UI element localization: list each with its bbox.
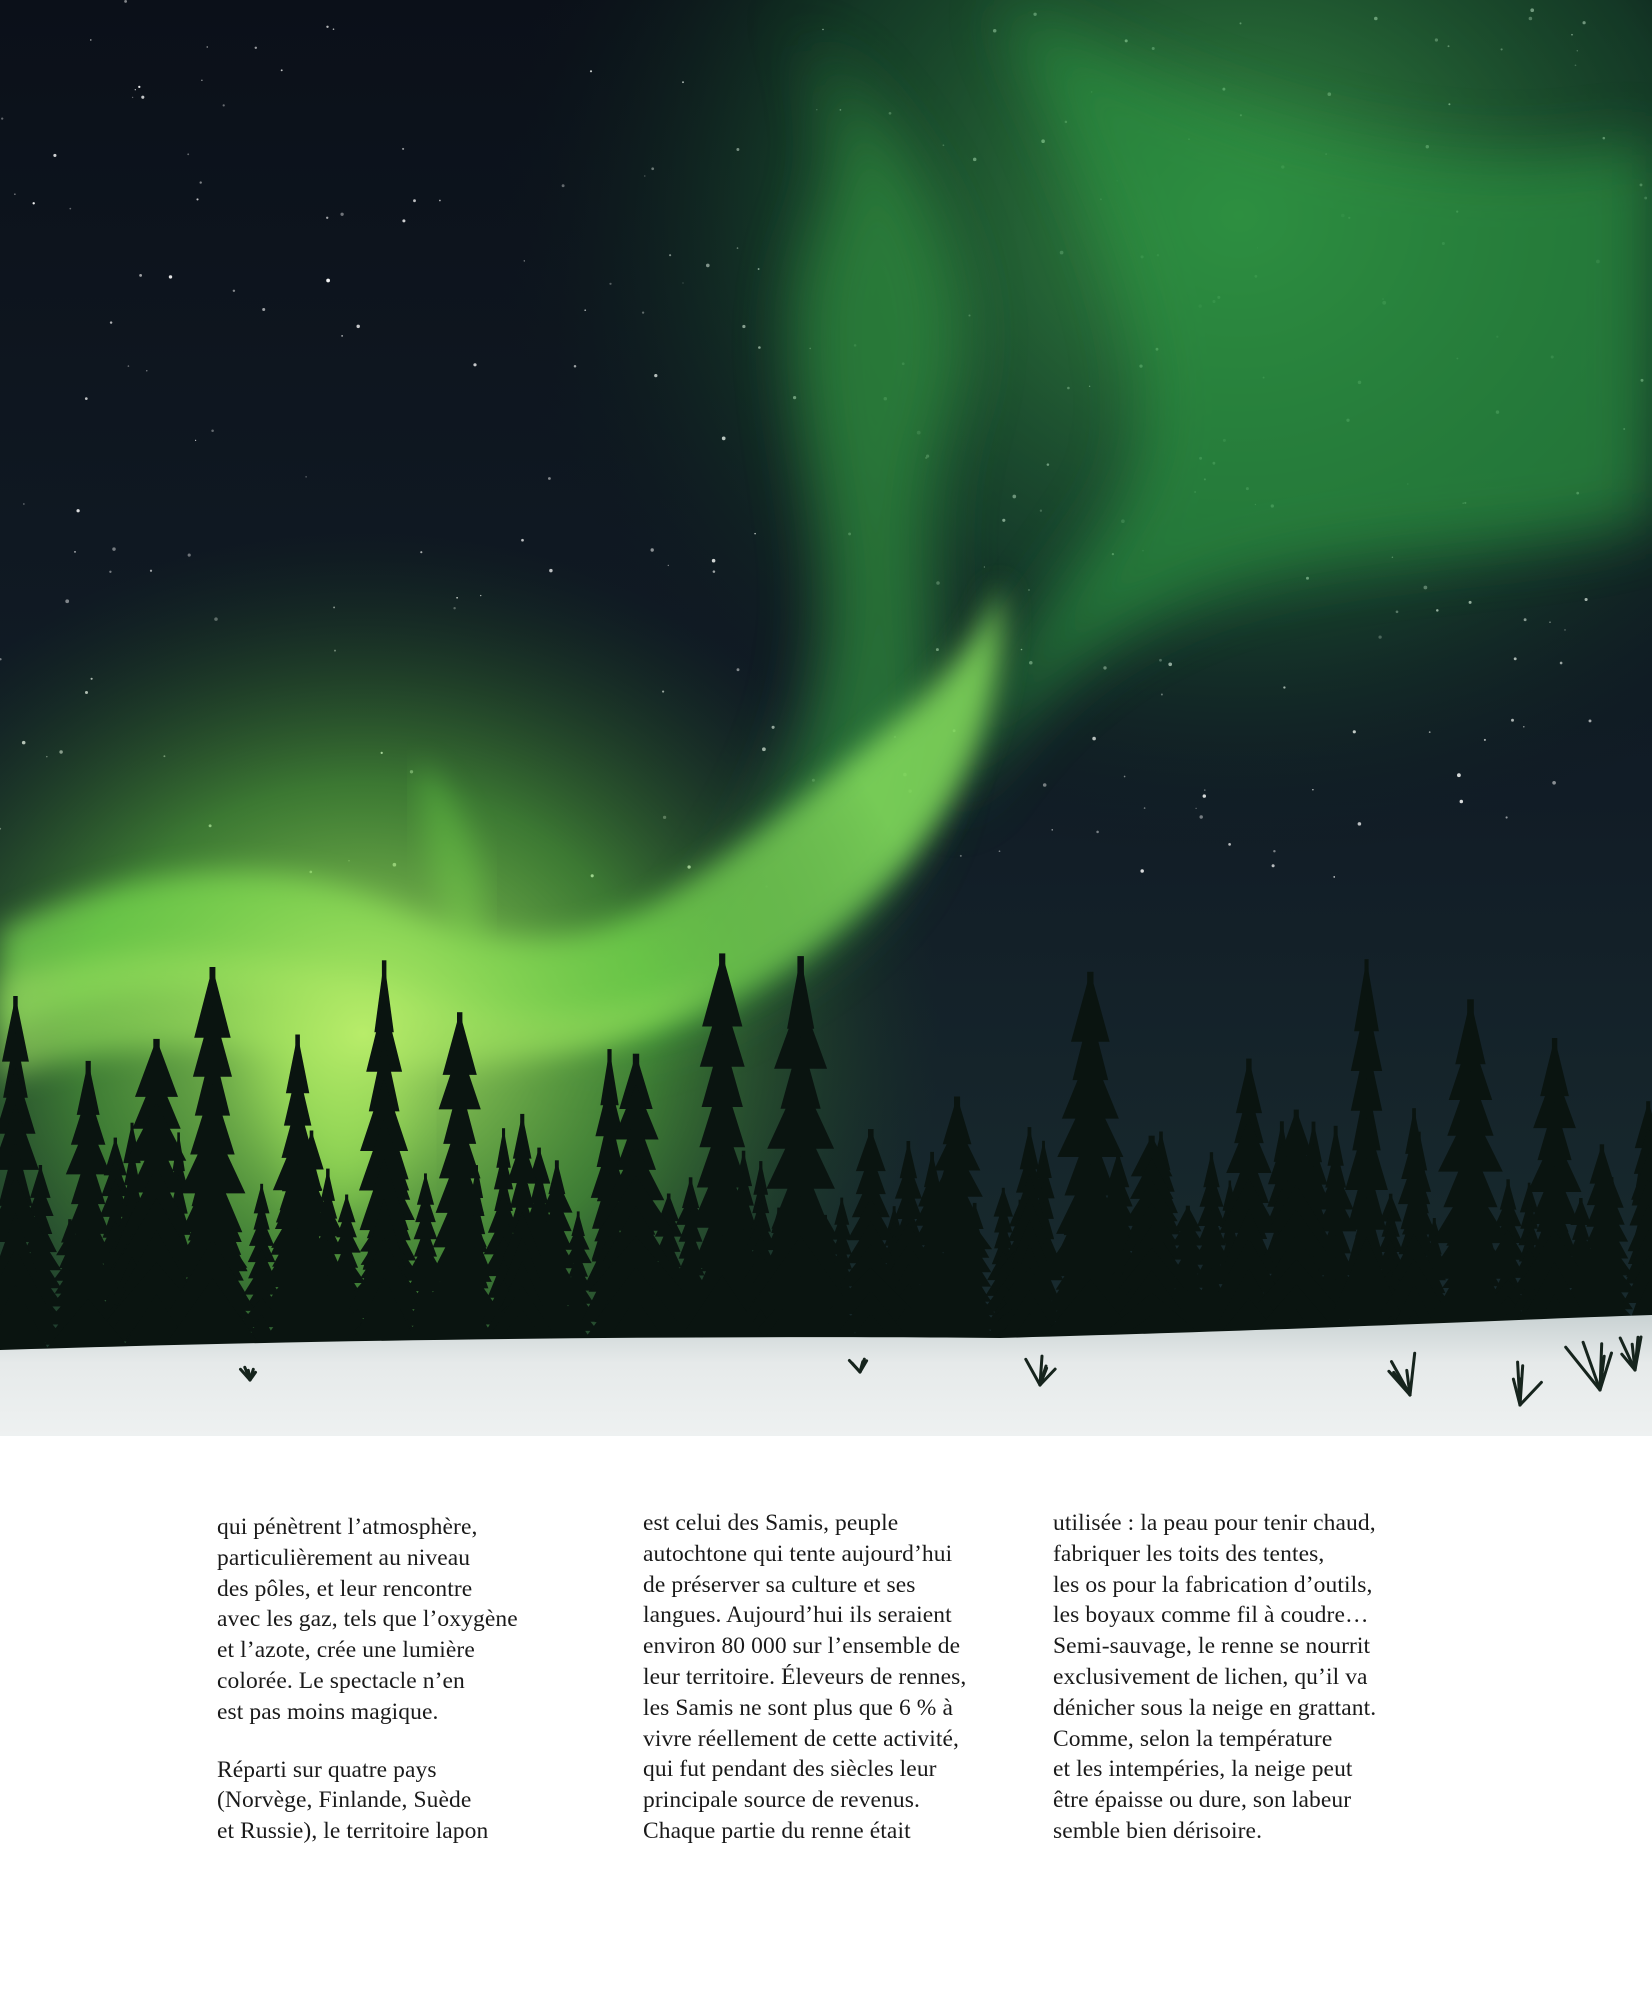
column-3-paragraph-1: utilisée : la peau pour tenir chaud, fabriquer les toits des tentes, les os pour la fabrication d’outils, les boyaux comme fil à coudre… Semi-sauvage, le renne se nourrit exclusivement de lichen, qu’il va dénicher sous la neige en grattant. Comme, selon la température et les intempéries, la neige peut être épaisse ou dure, son labeur semble bien dérisoire. — [1053, 1510, 1377, 1844]
article-column-1 — [217, 1512, 557, 1874]
article-columns — [0, 1508, 1652, 1908]
article-column-2 — [643, 1508, 1033, 1874]
column-1-paragraph-2: Réparti sur quatre pays (Norvège, Finlande, Suède et Russie), le territoire lapon — [217, 1756, 489, 1845]
column-1-paragraph-1: qui pénètrent l’atmosphère, particulièrement au niveau des pôles, et leur rencontre avec les gaz, tels que l’oxygène et l’azote, crée une lumière colorée. Le spectacle n’en est pas moins magique. — [217, 1514, 518, 1725]
column-2-paragraph-1: est celui des Samis, peuple autochtone qui tente aujourd’hui de préserver sa culture et ses langues. Aujourd’hui ils seraient environ 80 000 sur l’ensemble de leur territoire. Éleveurs de rennes, les Samis ne sont plus que 6 % à vivre réellement de cette activité, qui fut pendant des siècles leur principale source de revenus. Chaque partie du renne était — [643, 1510, 967, 1844]
article-column-3 — [1053, 1508, 1453, 1874]
